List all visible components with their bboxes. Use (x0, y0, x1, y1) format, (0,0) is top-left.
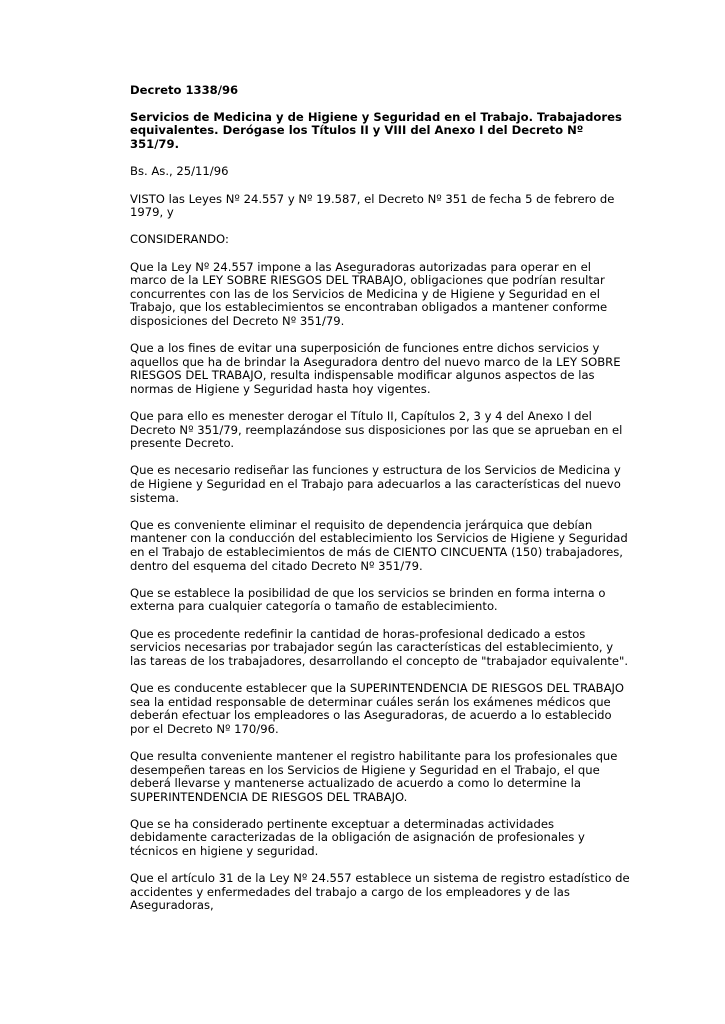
considerando-paragraph-5: Que es conveniente eliminar el requisito de dependencia jerárquica que debían mantener con la conducción del establecimiento los Servicios de Higiene y Seguridad en el Trabajo de establecimientos de más de CIENTO CINCUENTA (150) trabajadores, dentro del esquema del citado Decreto Nº 351/79. (130, 517, 628, 573)
considerando-heading: CONSIDERANDO: (130, 232, 229, 247)
considerando-paragraph-6: Que se establece la posibilidad de que los servicios se brinden en forma interna o externa para cualquier categoría o tamaño de establecimiento. (130, 585, 606, 614)
considerando-paragraph-8: Que es conducente establecer que la SUPERINTENDENCIA DE RIESGOS DEL TRABAJO sea la entidad responsable de determinar cuáles serán los exámenes médicos que deberán efectuar los empleadores o las Aseguradoras, de acuerdo a lo establecido por el Decreto Nº 170/96. (130, 680, 625, 736)
considerando-paragraph-2: Que a los fines de evitar una superposición de funciones entre dichos servicios y aquellos que ha de brindar la Aseguradora dentro del nuevo marco de la LEY SOBRE RIESGOS DEL TRABAJO, resulta indispensable modificar algunos aspectos de las normas de Higiene y Seguridad hasta hoy vigentes. (130, 341, 621, 396)
considerando-paragraph-4: Que es necesario rediseñar las funciones y estructura de los Servicios de Medicina y de Higiene y Seguridad en el Trabajo para adecuarlos a las características del nuevo sistema. (130, 463, 621, 505)
considerando-paragraph-1: Que la Ley Nº 24.557 impone a las Aseguradoras autorizadas para operar en el marco de la LEY SOBRE RIESGOS DEL TRABAJO, obligaciones que podrían resultar concurrentes con las de los Servicios de Medicina y de Higiene y Seguridad en el Trabajo, que los establecimientos se encontraban obligados a mantener conforme disposiciones del Decreto Nº 351/79. (130, 259, 608, 328)
considerando-paragraph-10: Que se ha considerado pertinente exceptuar a determinadas actividades debidamente caracterizadas de la obligación de asignación de profesionales y técnicos en higiene y seguridad. (130, 816, 585, 859)
document-page (130, 84, 630, 927)
considerando-paragraph-3: Que para ello es menester derogar el Título II, Capítulos 2, 3 y 4 del Anexo I del Decreto Nº 351/79, reemplazándose sus disposiciones por las que se aprueban en el presente Decreto. (130, 409, 623, 451)
place-date: Bs. As., 25/11/96 (130, 164, 229, 179)
visto-paragraph: VISTO las Leyes Nº 24.557 y Nº 19.587, el Decreto Nº 351 de fecha 5 de febrero de 1979, y (130, 191, 615, 220)
decree-subtitle: Servicios de Medicina y de Higiene y Seguridad en el Trabajo. Trabajadores equivalentes. Derógase los Títulos II y VIII del Anexo I del Decreto Nº 351/79. (130, 109, 622, 151)
considerando-paragraph-11: Que el artículo 31 de la Ley Nº 24.557 establece un sistema de registro estadístico de accidentes y enfermedades del trabajo a cargo de los empleadores y de las Aseguradoras, (130, 871, 630, 913)
decree-title: Decreto 1338/96 (130, 83, 239, 97)
considerando-paragraph-7: Que es procedente redefinir la cantidad de horas-profesional dedicado a estos servicios necesarias por trabajador según las características del establecimiento, y las tareas de los trabajadores, desarrollando el concepto de "trabajador equivalente". (130, 626, 629, 668)
considerando-paragraph-9: Que resulta conveniente mantener el registro habilitante para los profesionales que desempeñen tareas en los Servicios de Higiene y Seguridad en el Trabajo, el que deberá llevarse y mantenerse actualizado de acuerdo a como lo determine la SUPERINTENDENCIA DE RIESGOS DEL TRABAJO. (130, 748, 618, 804)
